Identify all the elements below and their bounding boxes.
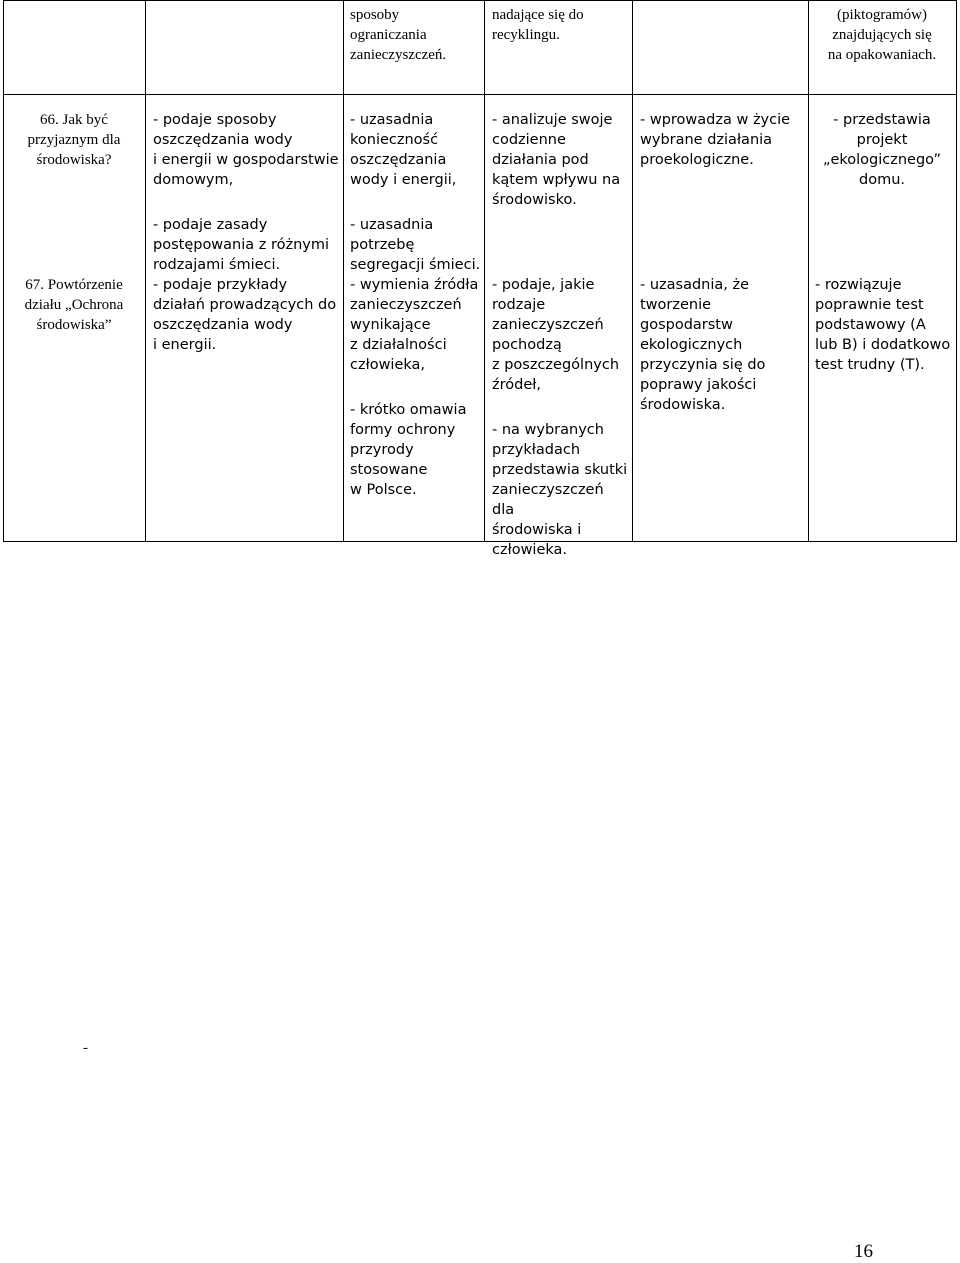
table-column-divider: [145, 0, 146, 541]
stray-dash: -: [83, 1040, 88, 1056]
table-border-top: [3, 0, 957, 1]
lesson-67-advanced-requirements-b: - na wybranych przykładach przedstawia skutki zanieczyszczeń dla środowiska i człowieka.: [492, 422, 628, 558]
lesson-67-extended-requirements-a: - wymienia źródła zanieczyszczeń wynikające z działalności człowieka,: [350, 277, 479, 373]
lesson-66-advanced-requirements: - analizuje swoje codzienne działania pod kątem wpływu na środowisko.: [492, 112, 621, 208]
lesson-66-extended-requirements-b: - uzasadnia potrzebę segregacji śmieci.: [350, 217, 481, 273]
lesson-67-topic: 67. Powtórzenie działu „Ochrona środowiska”: [24, 277, 124, 333]
lesson-67-proficient-requirements: - uzasadnia, że tworzenie gospodarstw ekologicznych przyczynia się do poprawy jakości środowiska.: [640, 277, 766, 413]
lesson-67-basic-requirements: - podaje przykłady działań prowadzących do oszczędzania wody i energii.: [153, 277, 337, 353]
top-row-cell-3: sposoby ograniczania zanieczyszczeń.: [350, 7, 447, 63]
table-border-bottom: [3, 541, 957, 542]
table-row-divider: [3, 94, 957, 95]
lesson-66-basic-requirements-a: - podaje sposoby oszczędzania wody i energii w gospodarstwie domowym,: [153, 112, 339, 188]
table-column-divider: [808, 0, 809, 541]
lesson-66-proficient-requirements: - wprowadza w życie wybrane działania proekologiczne.: [640, 112, 791, 168]
table-border-right: [956, 0, 957, 541]
lesson-67-extended-requirements-b: - krótko omawia formy ochrony przyrody stosowane w Polsce.: [350, 402, 467, 498]
table-border-left: [3, 0, 4, 541]
lesson-67-advanced-requirements-a: - podaje, jakie rodzaje zanieczyszczeń pochodzą z poszczególnych źródeł,: [492, 277, 620, 393]
lesson-66-basic-requirements-b: - podaje zasady postępowania z różnymi rodzajami śmieci.: [153, 217, 330, 273]
table-column-divider: [343, 0, 344, 541]
page-number: 16: [854, 1241, 873, 1262]
table-column-divider: [632, 0, 633, 541]
lesson-66-outstanding-requirements: - przedstawia projekt „ekologicznego” domu.: [822, 112, 942, 188]
lesson-66-topic: 66. Jak być przyjaznym dla środowiska?: [27, 112, 121, 168]
top-row-cell-4: nadające się do recyklingu.: [492, 7, 584, 43]
table-column-divider: [484, 0, 485, 541]
lesson-66-extended-requirements-a: - uzasadnia konieczność oszczędzania wody i energii,: [350, 112, 457, 188]
lesson-67-outstanding-requirements: - rozwiązuje poprawnie test podstawowy (A lub B) i dodatkowo test trudny (T).: [815, 277, 951, 373]
top-row-cell-6: (piktogramów) znajdujących się na opakowaniach.: [827, 7, 937, 63]
